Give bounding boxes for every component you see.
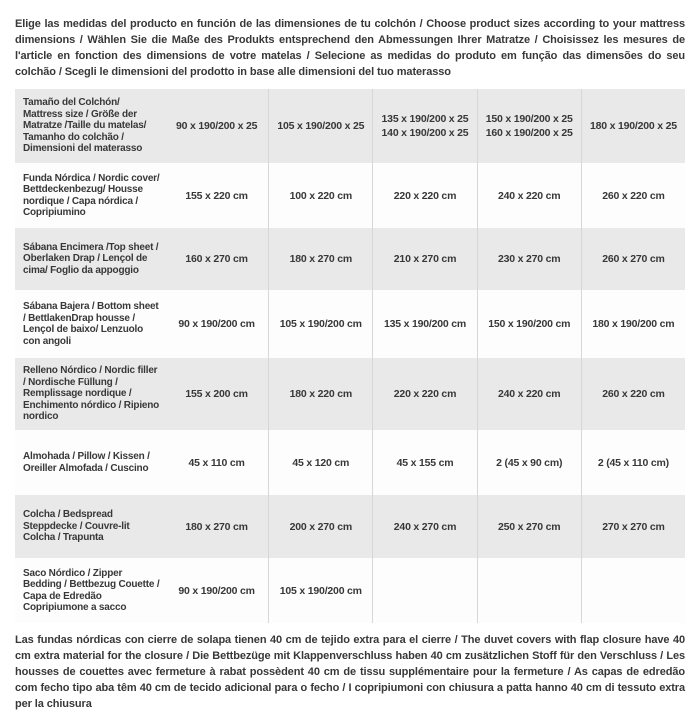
intro-text: Elige las medidas del producto en función de las dimensiones de tu colchón / Choose product sizes according to your mattress dimensions / Wählen Sie die Maße des Produkts entsprechend den Abmessungen Ihrer Matratze / Choisissez les mesures de l'article en fonction des dimensions de votre matelas / Selecione as medidas do produto em função das dimensões do seu colchão / Scegli le dimensioni del prodotto in base alle dimensioni del tuo materasso (15, 18, 685, 78)
size-cell: 45 x 110 cm (188, 456, 245, 469)
size-cell: 100 x 220 cm (268, 163, 372, 228)
size-cell: 270 x 270 cm (581, 495, 685, 558)
row-label: Sábana Encimera /Top sheet / Oberlaken Drap / Lençol de cima/ Foglio da appoggio (23, 241, 159, 276)
row-label: Almohada / Pillow / Kissen / Oreiller Almofada / Cuscino (23, 451, 150, 474)
row-label: Colcha / Bedspread Steppdecke / Couvre-lit Colcha / Trapunta (23, 509, 130, 544)
row-label: Tamaño del Colchón/ Mattress size / Größe der Matratze /Taille du matelas/ Tamanho do colchão / Dimensioni del materasso (23, 97, 147, 155)
size-cell: 260 x 220 cm (581, 163, 685, 228)
size-cell: 135 x 190/200 cm (372, 290, 476, 358)
size-cell: 240 x 220 cm (477, 163, 581, 228)
table-row (15, 358, 685, 430)
size-cell: 160 x 270 cm (185, 253, 248, 265)
table-row (15, 163, 685, 228)
size-cell: 155 x 220 cm (185, 189, 248, 202)
table-row (15, 228, 685, 290)
size-cell: 240 x 220 cm (477, 358, 581, 430)
table-row (15, 290, 685, 358)
table-row (15, 558, 685, 623)
footnote-text: Las fundas nórdicas con cierre de solapa tienen 40 cm de tejido extra para el cierre / The duvet covers with flap closure have 40 cm extra material for the closure / Die Bettbezüge mit Klappenverschluss haben 40 cm zusätzlichen Stoff für den Verschluss / Les housses de couettes avec fermeture à rabat possèdent 40 cm de tissu supplémentaire pour la fermeture / As capas de edredão com fecho tipo aba têm 40 cm de tecido adicional para o fecho / I copripiumoni con chiusura a patta hanno 40 cm di tessuto extra per la chiusura (15, 634, 685, 710)
size-cell: 105 x 190/200 cm (268, 290, 372, 358)
size-cell: 2 (45 x 90 cm) (477, 430, 581, 495)
table-row (15, 430, 685, 495)
size-cell: 210 x 270 cm (372, 228, 476, 290)
size-cell: 200 x 270 cm (268, 495, 372, 558)
size-cell: 135 x 190/200 x 25 140 x 190/200 x 25 (372, 89, 476, 163)
size-table (15, 89, 685, 623)
size-cell: 90 x 190/200 cm (178, 318, 255, 330)
size-cell: 155 x 200 cm (185, 388, 248, 400)
size-cell: 45 x 155 cm (372, 430, 476, 495)
size-cell (372, 558, 476, 623)
size-cell: 260 x 220 cm (581, 358, 685, 430)
size-cell: 260 x 270 cm (581, 228, 685, 290)
size-cell: 180 x 220 cm (268, 358, 372, 430)
size-cell: 180 x 270 cm (185, 520, 248, 533)
size-cell: 180 x 190/200 x 25 (581, 89, 685, 163)
table-row (15, 89, 685, 163)
size-cell: 105 x 190/200 x 25 (268, 89, 372, 163)
size-cell: 180 x 270 cm (268, 228, 372, 290)
row-label: Sábana Bajera / Bottom sheet / BettlakenDrap housse / Lençol de baixo/ Lenzuolo con angoli (23, 301, 159, 347)
size-cell: 240 x 270 cm (372, 495, 476, 558)
size-cell (581, 558, 685, 623)
size-cell: 2 (45 x 110 cm) (581, 430, 685, 495)
table-row (15, 495, 685, 558)
row-label: Saco Nórdico / Zipper Bedding / Bettbezug Couette / Capa de Edredão Copripiumone a sacco (23, 567, 160, 613)
size-cell: 150 x 190/200 x 25 160 x 190/200 x 25 (477, 89, 581, 163)
size-cell: 250 x 270 cm (477, 495, 581, 558)
size-cell: 150 x 190/200 cm (477, 290, 581, 358)
size-cell: 220 x 220 cm (372, 163, 476, 228)
row-label: Funda Nórdica / Nordic cover/ Bettdeckenbezug/ Housse nordique / Capa nórdica / Copripiumino (23, 172, 160, 218)
size-cell: 90 x 190/200 x 25 (175, 120, 258, 132)
size-cell: 105 x 190/200 cm (268, 558, 372, 623)
size-cell: 45 x 120 cm (268, 430, 372, 495)
size-cell: 230 x 270 cm (477, 228, 581, 290)
size-cell (477, 558, 581, 623)
size-cell: 180 x 190/200 cm (581, 290, 685, 358)
row-label: Relleno Nórdico / Nordic filler / Nordische Füllung / Remplissage nordique / Enchimento nórdico / Ripieno nordico (23, 365, 160, 423)
size-cell: 220 x 220 cm (372, 358, 476, 430)
size-cell: 90 x 190/200 cm (178, 584, 255, 597)
